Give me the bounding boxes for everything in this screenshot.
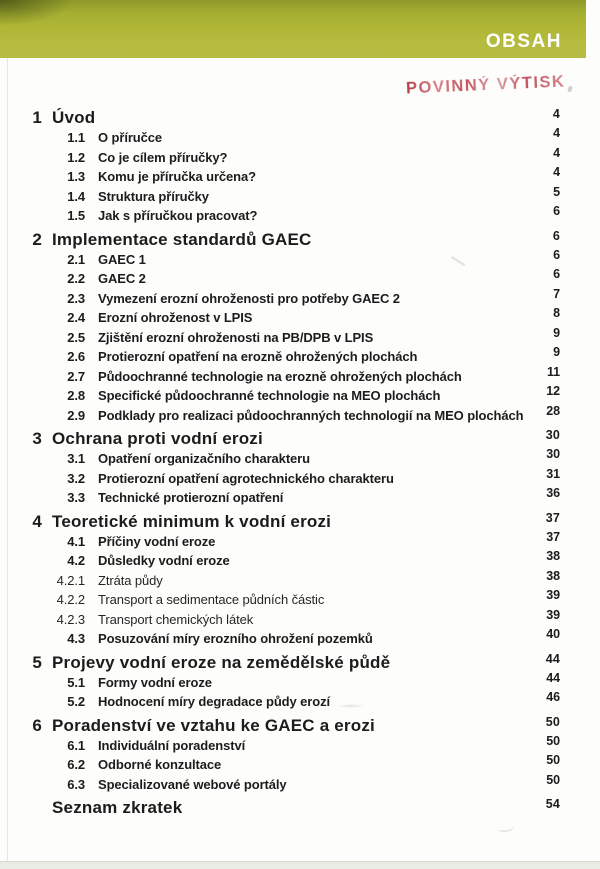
toc-entry-page: 37 <box>545 510 560 525</box>
toc-entry <box>22 108 560 130</box>
toc-entry-number: 1 <box>32 108 42 127</box>
toc-entry-number: 3.2 <box>67 470 85 486</box>
toc-entry-title: Implementace standardů GAEC <box>52 229 312 249</box>
toc-entry-title: GAEC 1 <box>98 251 146 267</box>
toc-entry-number: 1.3 <box>67 169 85 184</box>
toc-entry-number: 6.1 <box>67 737 85 753</box>
toc-entry <box>22 607 560 632</box>
toc-entry-number: 6 <box>32 715 42 735</box>
toc-entry-number: 2.7 <box>67 368 85 384</box>
toc-entry-title: Odborné konzultace <box>98 757 222 772</box>
toc-entry-number: 2.9 <box>67 407 85 423</box>
toc-entry-number: 2.4 <box>67 310 85 325</box>
toc-entry-page: 4 <box>553 145 560 160</box>
toc-entry-number: 4.2 <box>67 553 85 568</box>
toc-entry-title: Protierozní opatření agrotechnického charakteru <box>98 470 394 486</box>
toc-entry-title: Zjištění erozní ohroženosti na PB/DPB v LPIS <box>98 329 374 345</box>
toc-entry-number: 4.1 <box>67 533 85 549</box>
toc-entry-number: 2 <box>32 229 42 249</box>
toc-entry-number: 3 <box>32 429 42 448</box>
toc-entry-page: 50 <box>546 753 560 767</box>
toc-entry-number: 4.2.3 <box>56 611 85 627</box>
toc-entry-title: Formy vodní eroze <box>98 674 212 690</box>
toc-entry <box>22 653 560 675</box>
toc-entry <box>22 286 560 311</box>
header-band <box>0 0 586 58</box>
toc-entry-page: 50 <box>545 714 560 729</box>
toc-entry-page: 36 <box>546 486 560 500</box>
toc-entry-number: 1.5 <box>67 208 85 223</box>
toc-entry <box>22 126 560 150</box>
toc-entry-title: Ztráta půdy <box>98 572 163 588</box>
toc-entry <box>22 165 560 189</box>
toc-entry-page: 38 <box>546 568 560 583</box>
scan-artifact <box>567 85 573 92</box>
toc-entry-title: Erozní ohroženost v LPIS <box>98 310 253 325</box>
toc-entry <box>22 306 560 330</box>
toc-entry <box>22 798 560 820</box>
page-edge-left <box>7 58 8 861</box>
toc-entry <box>22 466 560 491</box>
toc-entry-title: Co je cílem příručky? <box>98 149 228 165</box>
toc-entry-page: 39 <box>546 588 560 602</box>
toc-entry-page: 46 <box>546 690 560 704</box>
toc-entry <box>22 384 560 408</box>
toc-entry <box>22 325 560 350</box>
toc-entry <box>22 429 560 451</box>
toc-entry-page: 6 <box>553 204 560 218</box>
toc-entry-title: Protierozní opatření na erozně ohrožených plochách <box>98 349 418 364</box>
toc-entry <box>22 364 560 389</box>
toc-entry-title: Posuzování míry erozního ohrožení pozemků <box>98 631 373 646</box>
toc-entry <box>22 733 560 758</box>
toc-entry <box>22 230 560 252</box>
toc-entry-title: Individuální poradenství <box>98 737 246 753</box>
toc-entry-page: 4 <box>553 126 560 140</box>
toc-entry <box>22 690 560 714</box>
toc-entry-page: 37 <box>546 529 560 544</box>
toc-entry-title: Opatření organizačního charakteru <box>98 451 310 466</box>
toc-entry-number: 1.4 <box>67 188 85 204</box>
toc-entry-title: Úvod <box>52 108 96 127</box>
toc-entry-title: Specializované webové portály <box>98 776 287 792</box>
toc-entry-page: 5 <box>553 184 560 199</box>
toc-entry-page: 50 <box>546 733 560 748</box>
toc-entry <box>22 753 560 777</box>
toc-entry <box>22 568 560 593</box>
toc-entry-number: 4 <box>32 511 42 531</box>
toc-entry-number: 2.6 <box>67 349 85 364</box>
toc-entry <box>22 184 560 209</box>
toc-entry <box>22 403 560 428</box>
toc-entry-title: Ochrana proti vodní erozi <box>52 429 263 448</box>
toc-list <box>22 108 560 820</box>
toc-entry-number: 2.3 <box>67 290 85 306</box>
toc-entry-page: 4 <box>553 165 560 179</box>
toc-entry-number: 6.3 <box>67 776 85 792</box>
toc-entry <box>22 529 560 554</box>
toc-entry-page: 38 <box>546 549 560 563</box>
toc-entry <box>22 772 560 797</box>
toc-entry-number: 3.1 <box>67 451 85 466</box>
toc-entry-page: 30 <box>546 447 560 461</box>
scan-artifact <box>498 823 515 833</box>
toc-entry-number: 4.2.1 <box>56 572 85 588</box>
toc-entry-title: Teoretické minimum k vodní erozi <box>52 511 332 531</box>
toc-entry-number: 5.1 <box>67 674 85 690</box>
toc-entry-page: 12 <box>546 384 560 398</box>
toc-entry-number: 6.2 <box>67 757 85 772</box>
toc-entry <box>22 145 560 170</box>
toc-entry-page: 6 <box>553 267 560 281</box>
toc-entry-number: 4.2.2 <box>56 592 85 607</box>
toc-entry-title: Seznam zkratek <box>52 798 183 817</box>
toc-entry <box>22 204 560 228</box>
toc-entry <box>22 627 560 651</box>
toc-entry-title: Vymezení erozní ohroženosti pro potřeby GAEC 2 <box>98 290 400 306</box>
toc-entry <box>22 486 560 510</box>
toc-entry-number: 3.3 <box>67 490 85 505</box>
toc-entry-title: Transport chemických látek <box>98 611 254 627</box>
toc-entry-page: 6 <box>553 247 560 262</box>
toc-entry-title: Transport a sedimentace půdních částic <box>98 592 325 607</box>
toc-entry-title: Půdoochranné technologie na erozně ohrožených plochách <box>98 368 462 384</box>
toc-entry-page: 40 <box>546 627 560 641</box>
toc-entry <box>22 588 560 612</box>
toc-entry-title: Komu je příručka určena? <box>98 169 256 184</box>
toc-entry-title: Poradenství ve vztahu ke GAEC a erozi <box>52 715 375 735</box>
toc-entry-number: 2.1 <box>67 251 85 267</box>
toc-entry-page: 11 <box>546 364 560 379</box>
toc-entry-number: 4.3 <box>67 631 85 646</box>
toc-entry-page: 8 <box>553 306 560 320</box>
toc-entry-title: Technické protierozní opatření <box>98 490 284 505</box>
toc-entry-title: O příručce <box>98 130 163 145</box>
toc-entry-title: Projevy vodní eroze na zemědělské půdě <box>52 652 391 672</box>
toc-entry-number: 2.5 <box>67 329 85 345</box>
page-title: OBSAH <box>485 31 562 52</box>
toc-entry-page: 44 <box>546 670 560 685</box>
toc-entry-title: Specifické půdoochranné technologie na MEO plochách <box>98 388 441 403</box>
toc-entry-title: GAEC 2 <box>98 271 146 286</box>
toc-entry <box>22 447 560 471</box>
toc-entry-page: 6 <box>552 228 560 243</box>
toc-entry-page: 54 <box>545 797 560 811</box>
toc-entry-number: 2.8 <box>67 388 85 403</box>
toc-entry <box>22 512 560 534</box>
toc-entry-number: 1.2 <box>67 149 85 165</box>
toc-entry-page: 44 <box>545 651 560 666</box>
toc-entry <box>22 670 560 695</box>
toc-entry-title: Důsledky vodní eroze <box>98 553 230 568</box>
toc-entry <box>22 549 560 573</box>
toc-entry-page: 31 <box>546 466 560 481</box>
toc-entry-number: 1.1 <box>67 130 85 145</box>
toc-entry-page: 9 <box>553 325 560 340</box>
toc-entry-page: 4 <box>552 107 560 121</box>
page-edge-bottom <box>0 861 600 869</box>
toc-entry <box>22 247 560 272</box>
toc-entry-title: Hodnocení míry degradace půdy erozí <box>98 694 330 709</box>
toc-entry-page: 28 <box>546 403 560 418</box>
toc-entry <box>22 267 560 291</box>
toc-entry-page: 9 <box>553 345 560 359</box>
toc-entry <box>22 345 560 369</box>
toc-entry-page: 7 <box>553 286 560 301</box>
toc-entry-title: Jak s příručkou pracovat? <box>98 208 258 223</box>
toc-entry-title: Podklady pro realizaci půdoochranných technologií na MEO plochách <box>98 407 524 423</box>
toc-entry-page: 39 <box>546 607 560 622</box>
toc-entry-title: Příčiny vodní eroze <box>98 533 216 549</box>
toc-entry-page: 30 <box>545 428 560 442</box>
toc-entry-page: 50 <box>546 772 560 787</box>
toc-entry-number: 5 <box>32 652 42 672</box>
toc-entry-title: Struktura příručky <box>98 188 209 204</box>
toc-entry-number: 2.2 <box>67 271 85 286</box>
toc-entry <box>22 716 560 738</box>
library-stamp: POVINNÝ VÝTISK <box>405 72 566 98</box>
toc-entry-number: 5.2 <box>67 694 85 709</box>
